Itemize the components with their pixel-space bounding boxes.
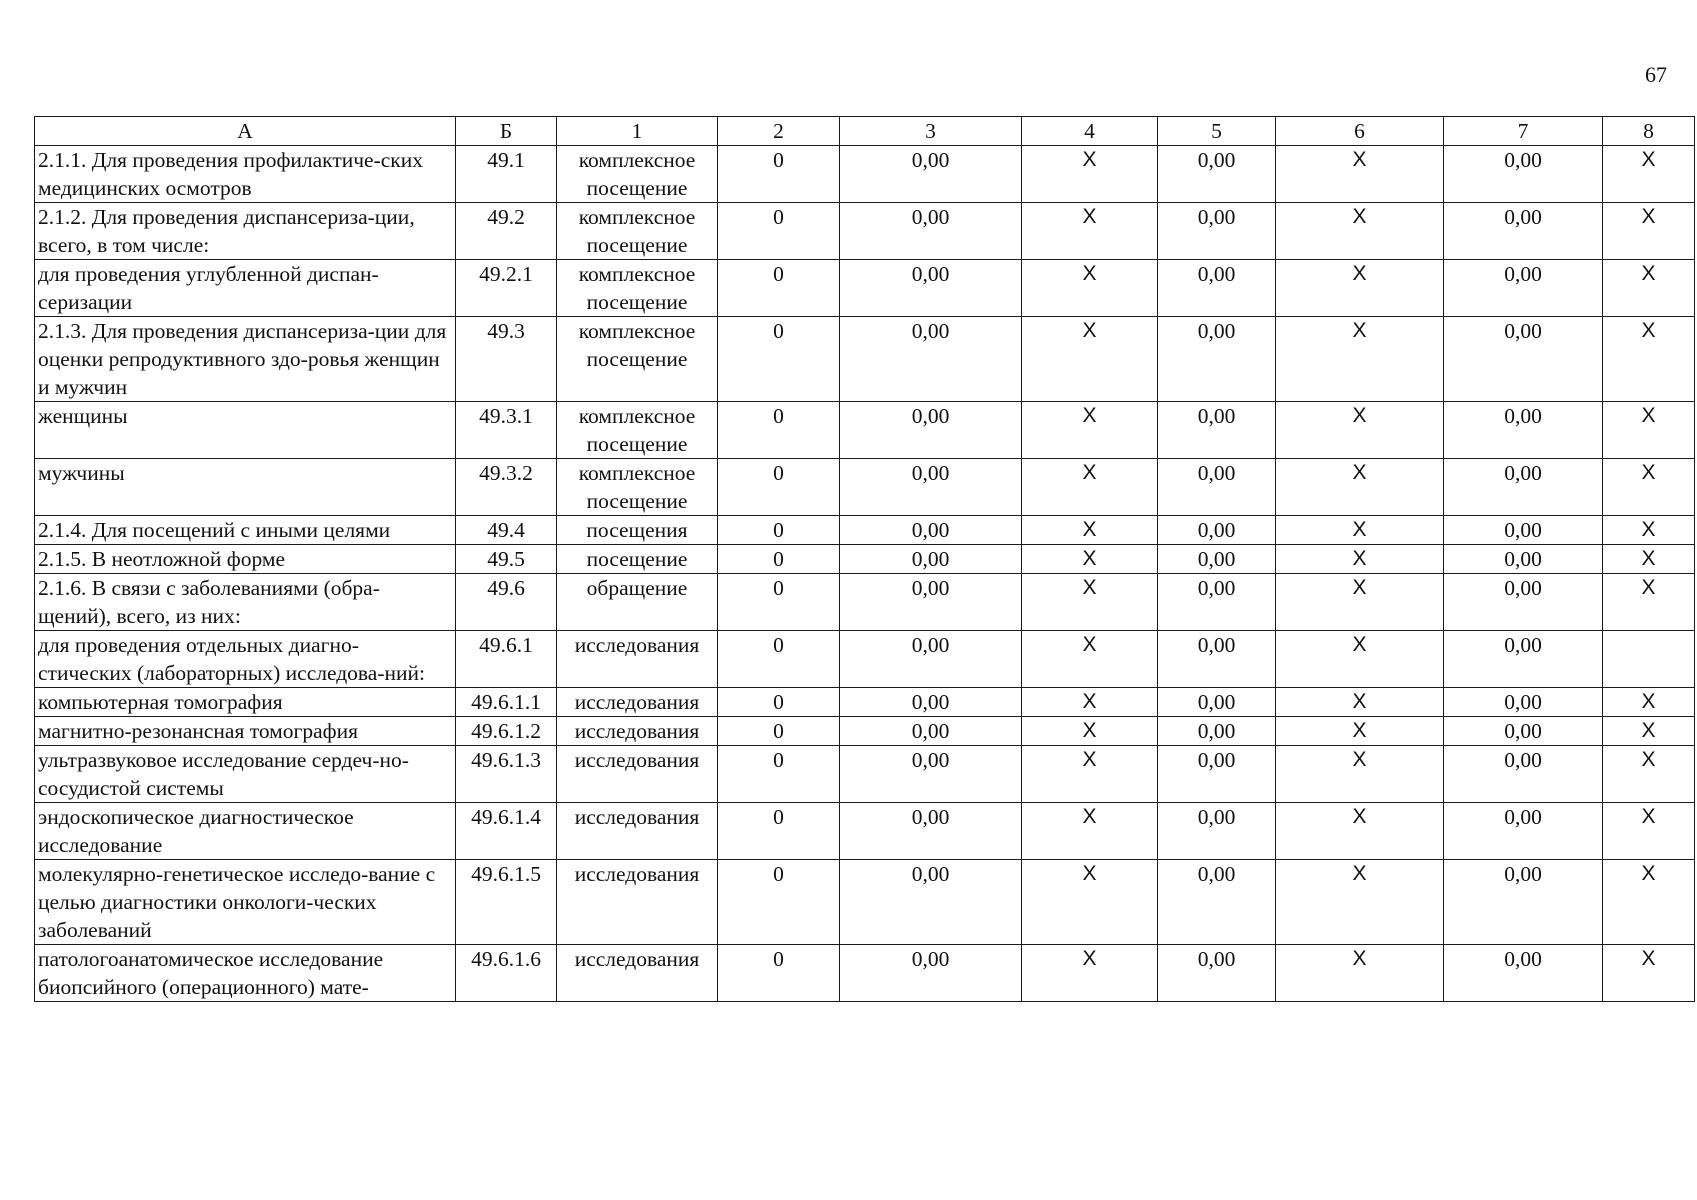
- cell-col-2: 0: [718, 688, 840, 717]
- page-number: 67: [1645, 62, 1667, 87]
- cell-col-6: X: [1276, 516, 1444, 545]
- table-row: [35, 459, 1695, 516]
- cell-col-6: X: [1276, 860, 1444, 945]
- cell-code: 49.2: [456, 203, 557, 260]
- cell-col-2: 0: [718, 860, 840, 945]
- cell-col-6: X: [1276, 260, 1444, 317]
- cell-col-2: 0: [718, 203, 840, 260]
- cell-label: компьютерная томография: [35, 688, 456, 717]
- cell-col-2: 0: [718, 574, 840, 631]
- cell-code: 49.6.1.6: [456, 945, 557, 1002]
- cell-col-7: 0,00: [1444, 860, 1603, 945]
- cell-col-2: 0: [718, 402, 840, 459]
- cell-col-3: 0,00: [840, 545, 1022, 574]
- cell-label: 2.1.3. Для проведения диспансериза-ции для оценки репродуктивного здо-ровья женщин и мужчин: [35, 317, 456, 402]
- cell-col-6: X: [1276, 945, 1444, 1002]
- cell-col-3: 0,00: [840, 717, 1022, 746]
- cell-col-4: X: [1022, 317, 1158, 402]
- cell-code: 49.6: [456, 574, 557, 631]
- column-header: 7: [1444, 117, 1603, 146]
- column-header: 2: [718, 117, 840, 146]
- table-row: [35, 631, 1695, 688]
- cell-label: мужчины: [35, 459, 456, 516]
- column-header: 6: [1276, 117, 1444, 146]
- cell-label: молекулярно-генетическое исследо-вание с целью диагностики онкологи-ческих заболеваний: [35, 860, 456, 945]
- column-header: А: [35, 117, 456, 146]
- cell-unit: исследования: [557, 746, 718, 803]
- table-body: [35, 146, 1695, 1002]
- cell-col-6: X: [1276, 545, 1444, 574]
- cell-col-8: X: [1603, 860, 1695, 945]
- cell-col-5: 0,00: [1158, 402, 1276, 459]
- cell-code: 49.2.1: [456, 260, 557, 317]
- cell-col-8: X: [1603, 803, 1695, 860]
- table-row: [35, 717, 1695, 746]
- cell-code: 49.1: [456, 146, 557, 203]
- cell-col-5: 0,00: [1158, 545, 1276, 574]
- cell-unit: комплексное посещение: [557, 146, 718, 203]
- cell-col-6: X: [1276, 717, 1444, 746]
- cell-col-2: 0: [718, 317, 840, 402]
- cell-label: женщины: [35, 402, 456, 459]
- cell-unit: исследования: [557, 945, 718, 1002]
- cell-col-8: X: [1603, 945, 1695, 1002]
- cell-col-7: 0,00: [1444, 317, 1603, 402]
- cell-col-4: X: [1022, 516, 1158, 545]
- cell-unit: комплексное посещение: [557, 402, 718, 459]
- cell-col-7: 0,00: [1444, 746, 1603, 803]
- cell-code: 49.3.1: [456, 402, 557, 459]
- table-row: [35, 516, 1695, 545]
- cell-label: для проведения углубленной диспан-серизации: [35, 260, 456, 317]
- cell-col-8: X: [1603, 146, 1695, 203]
- cell-col-7: 0,00: [1444, 631, 1603, 688]
- cell-col-5: 0,00: [1158, 803, 1276, 860]
- cell-col-7: 0,00: [1444, 146, 1603, 203]
- cell-unit: исследования: [557, 688, 718, 717]
- cell-label: патологоанатомическое исследование биопсийного (операционного) мате-: [35, 945, 456, 1002]
- cell-code: 49.6.1: [456, 631, 557, 688]
- cell-col-4: X: [1022, 688, 1158, 717]
- cell-col-4: X: [1022, 545, 1158, 574]
- table-row: [35, 545, 1695, 574]
- cell-col-2: 0: [718, 803, 840, 860]
- cell-col-2: 0: [718, 945, 840, 1002]
- cell-col-8: X: [1603, 545, 1695, 574]
- column-header: 3: [840, 117, 1022, 146]
- cell-col-6: X: [1276, 746, 1444, 803]
- cell-col-6: X: [1276, 688, 1444, 717]
- column-header: 4: [1022, 117, 1158, 146]
- cell-unit: комплексное посещение: [557, 459, 718, 516]
- cell-label: 2.1.1. Для проведения профилактиче-ских медицинских осмотров: [35, 146, 456, 203]
- cell-unit: посещение: [557, 545, 718, 574]
- cell-label: магнитно-резонансная томография: [35, 717, 456, 746]
- table-row: [35, 688, 1695, 717]
- cell-col-5: 0,00: [1158, 746, 1276, 803]
- header-row: [35, 117, 1695, 146]
- cell-col-4: X: [1022, 146, 1158, 203]
- cell-col-2: 0: [718, 631, 840, 688]
- cell-col-5: 0,00: [1158, 260, 1276, 317]
- cell-label: 2.1.6. В связи с заболеваниями (обра-щений), всего, из них:: [35, 574, 456, 631]
- table-row: [35, 803, 1695, 860]
- cell-col-5: 0,00: [1158, 516, 1276, 545]
- column-header: 1: [557, 117, 718, 146]
- cell-unit: исследования: [557, 717, 718, 746]
- cell-col-6: X: [1276, 203, 1444, 260]
- cell-col-6: X: [1276, 146, 1444, 203]
- cell-col-8: X: [1603, 717, 1695, 746]
- cell-col-3: 0,00: [840, 402, 1022, 459]
- cell-col-2: 0: [718, 260, 840, 317]
- cell-col-7: 0,00: [1444, 803, 1603, 860]
- cell-unit: исследования: [557, 860, 718, 945]
- cell-col-5: 0,00: [1158, 631, 1276, 688]
- cell-col-8: X: [1603, 688, 1695, 717]
- column-header: 5: [1158, 117, 1276, 146]
- cell-col-7: 0,00: [1444, 260, 1603, 317]
- cell-unit: комплексное посещение: [557, 260, 718, 317]
- cell-unit: комплексное посещение: [557, 317, 718, 402]
- cell-col-3: 0,00: [840, 688, 1022, 717]
- cell-col-4: X: [1022, 459, 1158, 516]
- cell-col-3: 0,00: [840, 317, 1022, 402]
- cell-col-4: X: [1022, 574, 1158, 631]
- cell-col-8: X: [1603, 402, 1695, 459]
- cell-col-5: 0,00: [1158, 688, 1276, 717]
- cell-col-5: 0,00: [1158, 574, 1276, 631]
- cell-col-3: 0,00: [840, 459, 1022, 516]
- cell-label: ультразвуковое исследование сердеч-но-сосудистой системы: [35, 746, 456, 803]
- cell-col-3: 0,00: [840, 574, 1022, 631]
- cell-unit: комплексное посещение: [557, 203, 718, 260]
- cell-col-7: 0,00: [1444, 688, 1603, 717]
- cell-label: 2.1.5. В неотложной форме: [35, 545, 456, 574]
- cell-code: 49.6.1.5: [456, 860, 557, 945]
- cell-col-7: 0,00: [1444, 459, 1603, 516]
- cell-col-2: 0: [718, 717, 840, 746]
- cell-col-3: 0,00: [840, 803, 1022, 860]
- cell-col-6: X: [1276, 631, 1444, 688]
- cell-col-7: 0,00: [1444, 574, 1603, 631]
- cell-col-3: 0,00: [840, 146, 1022, 203]
- cell-col-4: X: [1022, 260, 1158, 317]
- cell-col-5: 0,00: [1158, 317, 1276, 402]
- cell-col-7: 0,00: [1444, 516, 1603, 545]
- table-row: [35, 945, 1695, 1002]
- cell-col-5: 0,00: [1158, 203, 1276, 260]
- cell-unit: исследования: [557, 631, 718, 688]
- cell-code: 49.4: [456, 516, 557, 545]
- cell-col-7: 0,00: [1444, 402, 1603, 459]
- cell-col-8: X: [1603, 260, 1695, 317]
- cell-col-4: X: [1022, 746, 1158, 803]
- cell-col-5: 0,00: [1158, 945, 1276, 1002]
- cell-col-3: 0,00: [840, 631, 1022, 688]
- cell-col-7: 0,00: [1444, 545, 1603, 574]
- cell-col-7: 0,00: [1444, 203, 1603, 260]
- cell-label: 2.1.4. Для посещений с иными целями: [35, 516, 456, 545]
- cell-col-3: 0,00: [840, 945, 1022, 1002]
- column-header: 8: [1603, 117, 1695, 146]
- cell-code: 49.3: [456, 317, 557, 402]
- cell-col-2: 0: [718, 545, 840, 574]
- cell-label: эндоскопическое диагностическое исследование: [35, 803, 456, 860]
- cell-col-6: X: [1276, 317, 1444, 402]
- cell-unit: обращение: [557, 574, 718, 631]
- cell-col-4: X: [1022, 860, 1158, 945]
- table-row: [35, 146, 1695, 203]
- cell-col-5: 0,00: [1158, 717, 1276, 746]
- cell-col-7: 0,00: [1444, 717, 1603, 746]
- cell-col-8: X: [1603, 746, 1695, 803]
- cell-col-5: 0,00: [1158, 860, 1276, 945]
- cell-unit: исследования: [557, 803, 718, 860]
- table-row: [35, 574, 1695, 631]
- cell-col-6: X: [1276, 402, 1444, 459]
- cell-code: 49.6.1.4: [456, 803, 557, 860]
- table-row: [35, 746, 1695, 803]
- cell-code: 49.5: [456, 545, 557, 574]
- table-row: [35, 402, 1695, 459]
- cell-col-4: X: [1022, 402, 1158, 459]
- cell-col-8: [1603, 631, 1695, 688]
- cell-code: 49.6.1.1: [456, 688, 557, 717]
- data-table: [34, 116, 1695, 1002]
- cell-col-8: X: [1603, 574, 1695, 631]
- cell-col-3: 0,00: [840, 860, 1022, 945]
- cell-col-8: X: [1603, 203, 1695, 260]
- cell-col-4: X: [1022, 631, 1158, 688]
- cell-code: 49.6.1.2: [456, 717, 557, 746]
- cell-col-5: 0,00: [1158, 146, 1276, 203]
- cell-col-7: 0,00: [1444, 945, 1603, 1002]
- table-row: [35, 203, 1695, 260]
- cell-col-3: 0,00: [840, 746, 1022, 803]
- cell-col-2: 0: [718, 459, 840, 516]
- cell-col-8: X: [1603, 516, 1695, 545]
- cell-col-8: X: [1603, 459, 1695, 516]
- cell-code: 49.3.2: [456, 459, 557, 516]
- cell-label: для проведения отдельных диагно-стических (лабораторных) исследова-ний:: [35, 631, 456, 688]
- cell-col-2: 0: [718, 146, 840, 203]
- cell-col-2: 0: [718, 746, 840, 803]
- cell-col-4: X: [1022, 717, 1158, 746]
- cell-col-5: 0,00: [1158, 459, 1276, 516]
- cell-col-4: X: [1022, 803, 1158, 860]
- cell-col-6: X: [1276, 803, 1444, 860]
- table-row: [35, 317, 1695, 402]
- cell-unit: посещения: [557, 516, 718, 545]
- cell-col-4: X: [1022, 945, 1158, 1002]
- cell-col-3: 0,00: [840, 516, 1022, 545]
- cell-col-6: X: [1276, 459, 1444, 516]
- table-row: [35, 860, 1695, 945]
- cell-label: 2.1.2. Для проведения диспансериза-ции, всего, в том числе:: [35, 203, 456, 260]
- table-row: [35, 260, 1695, 317]
- cell-col-4: X: [1022, 203, 1158, 260]
- cell-col-3: 0,00: [840, 260, 1022, 317]
- cell-col-2: 0: [718, 516, 840, 545]
- column-header: Б: [456, 117, 557, 146]
- cell-col-8: X: [1603, 317, 1695, 402]
- cell-col-6: X: [1276, 574, 1444, 631]
- cell-col-3: 0,00: [840, 203, 1022, 260]
- cell-code: 49.6.1.3: [456, 746, 557, 803]
